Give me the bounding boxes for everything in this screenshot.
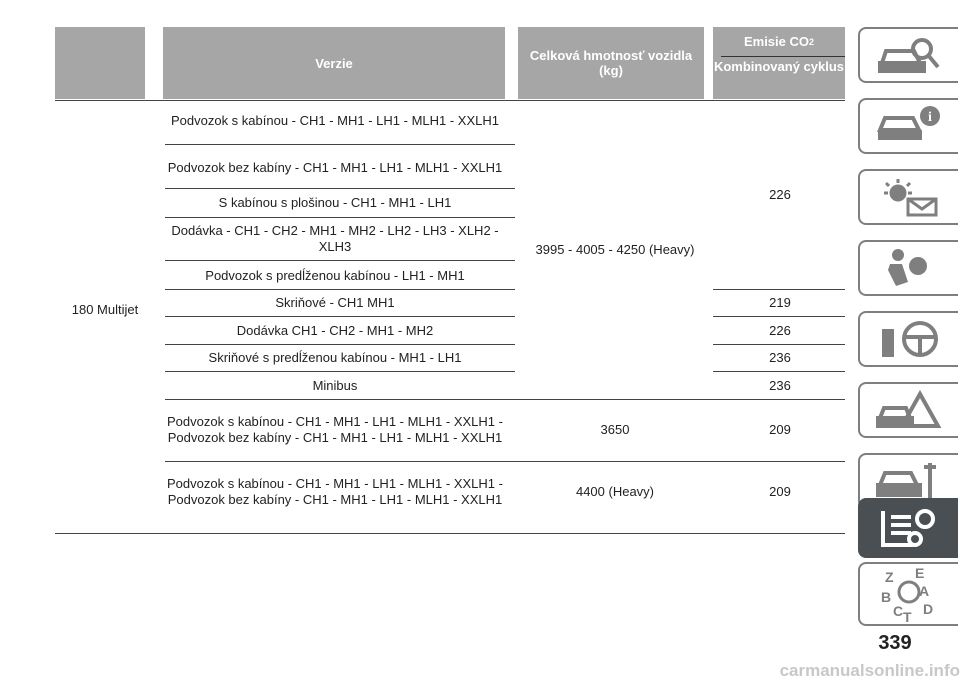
svg-text:i: i xyxy=(928,110,932,125)
row-divider xyxy=(165,344,515,345)
row-divider xyxy=(165,188,515,189)
tab-car-search[interactable] xyxy=(858,27,958,83)
version-cell: Podvozok s kabínou - CH1 - MH1 - LH1 - MLH1 - XXLH1 - Podvozok bez kabíny - CH1 - MH1 - LH1 - MLH1 - XXLH1 xyxy=(167,476,503,507)
svg-text:T: T xyxy=(903,609,912,622)
emission-cell: 226 xyxy=(769,187,791,202)
emission-cell: 236 xyxy=(769,350,791,365)
version-cell: Minibus xyxy=(312,378,358,393)
car-search-icon xyxy=(874,33,944,77)
header-emission xyxy=(713,27,845,99)
svg-text:C: C xyxy=(893,603,904,619)
row-divider xyxy=(55,100,845,101)
emission-cell: 219 xyxy=(769,295,791,310)
tab-warning-lights[interactable] xyxy=(858,169,958,225)
technical-data-table xyxy=(55,100,845,535)
tab-car-info[interactable] xyxy=(858,98,958,154)
tab-emergency[interactable] xyxy=(858,382,958,438)
warning-light-mail-icon xyxy=(874,175,944,219)
svg-text:B: B xyxy=(881,589,892,605)
header-emission-subscript: 2 xyxy=(809,36,815,47)
emission-cell: 209 xyxy=(769,484,791,499)
row-divider xyxy=(165,289,515,290)
version-cell: Podvozok s kabínou - CH1 - MH1 - LH1 - MLH1 - XXLH1 - Podvozok bez kabíny - CH1 - MH1 - LH1 - MLH1 - XXLH1 xyxy=(167,414,503,445)
row-divider xyxy=(165,399,845,400)
row-divider xyxy=(165,144,515,145)
version-cell: Dodávka CH1 - CH2 - MH1 - MH2 xyxy=(236,323,434,338)
table-bottom-line xyxy=(55,533,845,534)
row-divider xyxy=(713,316,845,317)
header-blank-1 xyxy=(55,27,145,99)
version-cell: Skriňové - CH1 MH1 xyxy=(275,295,395,310)
svg-text:Z: Z xyxy=(885,569,894,585)
alphabet-index-icon xyxy=(873,566,945,622)
svg-text:E: E xyxy=(915,566,925,581)
version-cell: Skriňové s predĺženou kabínou - MH1 - LH1 xyxy=(208,350,462,365)
key-steering-wheel-icon xyxy=(874,317,944,361)
tab-index[interactable] xyxy=(858,562,958,626)
row-divider xyxy=(713,371,845,372)
version-cell: S kabínou s plošinou - CH1 - MH1 - LH1 xyxy=(218,195,452,210)
weight-cell: 3650 xyxy=(600,422,630,437)
row-divider xyxy=(713,289,845,290)
weight-cell: 4400 (Heavy) xyxy=(575,484,655,499)
technical-data-icon xyxy=(873,505,945,551)
tab-safety[interactable] xyxy=(858,240,958,296)
header-weight: Celková hmotnosť vozidla (kg) xyxy=(518,27,704,99)
version-cell: Dodávka - CH1 - CH2 - MH1 - MH2 - LH2 - LH3 - XLH2 - XLH3 xyxy=(171,223,499,254)
car-crash-warning-icon xyxy=(874,388,944,432)
version-cell: Podvozok s kabínou - CH1 - MH1 - LH1 - MLH1 - XXLH1 xyxy=(170,113,499,128)
emission-cell: 236 xyxy=(769,378,791,393)
row-divider xyxy=(165,371,515,372)
car-wrench-icon xyxy=(874,459,944,503)
weight-cell: 3995 - 4005 - 4250 (Heavy) xyxy=(535,242,695,257)
row-divider xyxy=(165,217,515,218)
header-version: Verzie xyxy=(163,27,505,99)
car-info-icon xyxy=(874,104,944,148)
tab-starting-driving[interactable] xyxy=(858,311,958,367)
airbag-passenger-icon xyxy=(874,246,944,290)
version-cell: Podvozok bez kabíny - CH1 - MH1 - LH1 - MLH1 - XXLH1 xyxy=(167,160,503,175)
row-divider xyxy=(165,260,515,261)
emission-cell: 226 xyxy=(769,323,791,338)
svg-text:A: A xyxy=(919,583,930,599)
engine-cell: 180 Multijet xyxy=(71,302,139,317)
row-divider xyxy=(165,316,515,317)
watermark: carmanualsonline.info xyxy=(779,661,960,680)
row-divider xyxy=(713,344,845,345)
emission-cell: 209 xyxy=(769,422,791,437)
header-emission-cycle: Kombinovaný cyklus xyxy=(713,59,845,74)
version-cell: Podvozok s predĺženou kabínou - LH1 - MH1 xyxy=(205,268,465,283)
row-divider xyxy=(165,461,845,462)
header-emission-title: Emisie CO xyxy=(743,34,809,49)
tab-technical-data[interactable] xyxy=(858,498,958,558)
page-number: 339 xyxy=(878,632,912,654)
svg-text:D: D xyxy=(923,601,934,617)
